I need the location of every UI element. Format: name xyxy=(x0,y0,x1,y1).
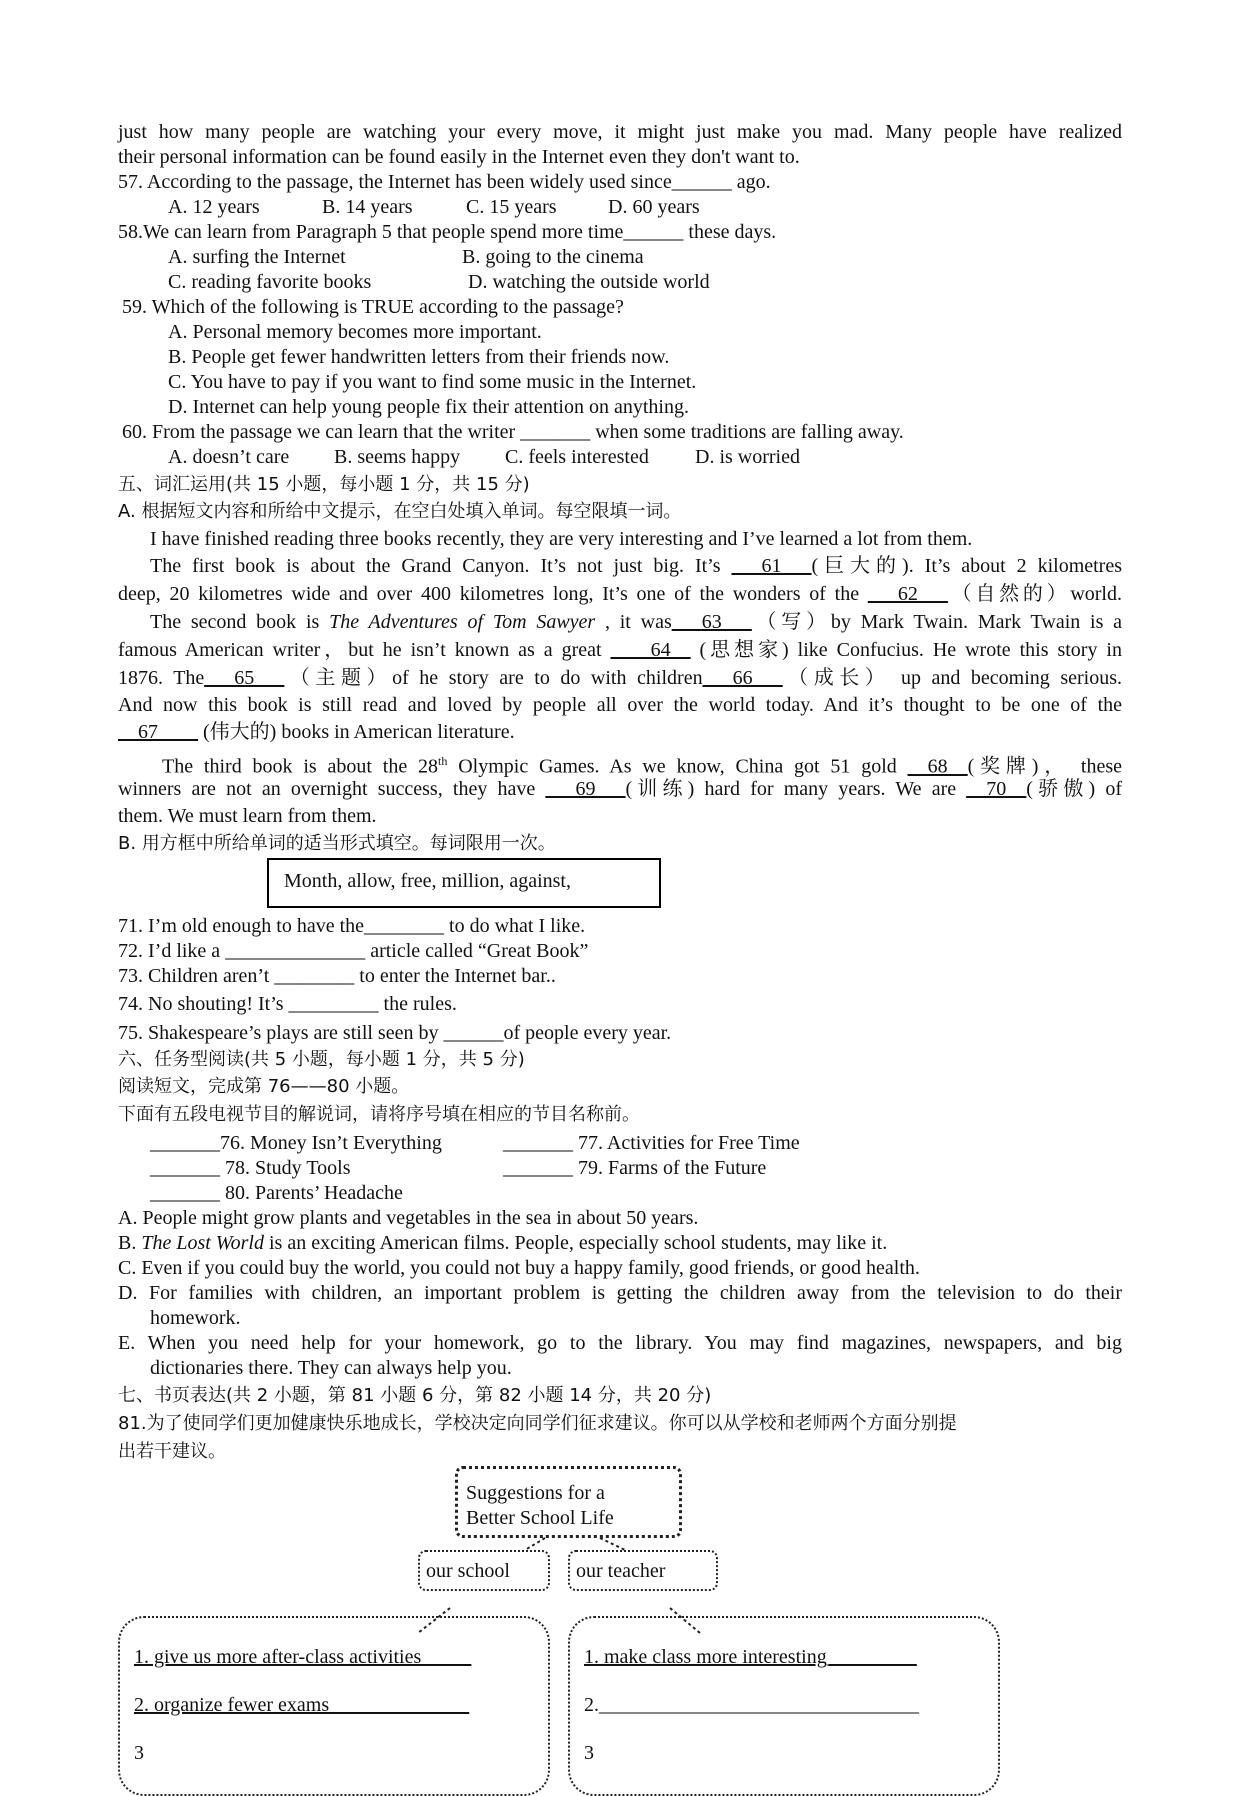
option-59c: C. You have to pay if you want to find some music in the Internet. xyxy=(168,371,697,393)
cloze-line: famous American writer，but he isn’t known as a great ____64__ (思想家) like Confucius. He wrote this story in xyxy=(118,639,1122,661)
blank-65: ___65___ xyxy=(204,667,285,689)
option-e: E. When you need help for your homework, go to the library. You may find magazines, newspapers, and big xyxy=(118,1332,1122,1354)
cloze-line: __67____ (伟大的) books in American literature. xyxy=(118,721,515,743)
cloze-line: deep, 20 kilometres wide and over 400 kilometres long, It’s one of the wonders of the ___62___（自然的）world. xyxy=(118,583,1122,605)
blank-67: __67____ xyxy=(118,721,198,743)
option-e-cont: dictionaries there. They can always help you. xyxy=(150,1357,512,1379)
film-title: The Lost World xyxy=(141,1232,264,1254)
school-suggestion-2: 2. organize fewer exams______________ xyxy=(134,1694,470,1716)
option-59a: A. Personal memory becomes more important. xyxy=(168,321,542,343)
our-school-box: our school xyxy=(418,1550,550,1591)
section-5-heading: 五、词汇运用(共 15 小题，每小题 1 分，共 15 分) xyxy=(118,474,530,495)
passage-line: just how many people are watching your every move, it might just make you mad. Many people have realized xyxy=(118,121,1122,143)
program-80: _______ 80. Parents’ Headache xyxy=(150,1182,403,1204)
question-59-stem: 59. Which of the following is TRUE according to the passage? xyxy=(122,296,624,318)
option-60c: C. feels interested xyxy=(505,446,649,468)
option-57c: C. 15 years xyxy=(466,196,557,218)
section-5a-instruction: A. 根据短文内容和所给中文提示，在空白处填入单词。每空限填一词。 xyxy=(118,501,682,522)
diagram-root-box: Suggestions for a Better School Life xyxy=(455,1466,682,1538)
option-60b: B. seems happy xyxy=(334,446,461,468)
option-d: D. For families with children, an important problem is getting the children away from the television to do their xyxy=(118,1282,1122,1304)
question-60-stem: 60. From the passage we can learn that the writer _______ when some traditions are falling away. xyxy=(122,421,904,443)
option-57a: A. 12 years xyxy=(168,196,260,218)
teacher-suggestion-3: 3 xyxy=(584,1742,594,1764)
section-5b-instruction: B. 用方框中所给单词的适当形式填空。每词限用一次。 xyxy=(118,833,556,854)
passage-line: their personal information can be found easily in the Internet even they don't want to. xyxy=(118,146,800,168)
option-58d: D. watching the outside world xyxy=(468,271,710,293)
question-71: 71. I’m old enough to have the________ to do what I like. xyxy=(118,915,586,937)
blank-66: ___66___ xyxy=(702,667,783,689)
question-73: 73. Children aren’t ________ to enter the Internet bar.. xyxy=(118,965,556,987)
option-58b: B. going to the cinema xyxy=(462,246,644,268)
blank-61: ___61___ xyxy=(731,555,812,577)
question-57-stem: 57. According to the passage, the Internet has been widely used since______ ago. xyxy=(118,171,771,193)
blank-70: __70__ xyxy=(966,778,1027,800)
option-59d: D. Internet can help young people fix their attention on anything. xyxy=(168,396,689,418)
cloze-line: The second book is The Adventures of Tom Sawyer , it was___63___（写）by Mark Twain. Mark Twain is a xyxy=(150,611,1123,633)
blank-64: ____64__ xyxy=(610,639,691,661)
cloze-paragraph-1: I have finished reading three books recently, they are very interesting and I’ve learned a lot from them. xyxy=(150,528,973,550)
blank-63: ___63___ xyxy=(671,611,752,633)
school-suggestion-3: 3 xyxy=(134,1742,144,1764)
option-a: A. People might grow plants and vegetables in the sea in about 50 years. xyxy=(118,1207,699,1229)
question-72: 72. I’d like a ______________ article called “Great Book” xyxy=(118,940,589,962)
option-60d: D. is worried xyxy=(695,446,800,468)
cloze-line: The third book is about the 28th Olympic Games. As we know, China got 51 gold __68__(奖牌)， these xyxy=(162,754,1122,778)
option-60a: A. doesn’t care xyxy=(168,446,290,468)
program-77: _______ 77. Activities for Free Time xyxy=(503,1132,800,1154)
option-d-cont: homework. xyxy=(150,1307,241,1329)
question-58-stem: 58.We can learn from Paragraph 5 that people spend more time______ these days. xyxy=(118,221,777,243)
teacher-suggestion-1: 1. make class more interesting_________ xyxy=(584,1646,917,1668)
word-box: Month, allow, free, million, against, xyxy=(267,858,661,908)
program-78: _______ 78. Study Tools xyxy=(150,1157,351,1179)
cloze-line: winners are not an overnight success, they have ___69___(训练) hard for many years. We are __70__(骄傲) of xyxy=(118,778,1123,800)
question-81-cont: 出若干建议。 xyxy=(118,1441,226,1462)
section-7-heading: 七、书页表达(共 2 小题，第 81 小题 6 分，第 82 小题 14 分，共 20 分) xyxy=(118,1385,712,1406)
program-79: _______ 79. Farms of the Future xyxy=(503,1157,767,1179)
option-57d: D. 60 years xyxy=(608,196,700,218)
blank-62: ___62___ xyxy=(867,583,948,605)
question-81: 81.为了使同学们更加健康快乐地成长，学校决定向同学们征求建议。你可以从学校和老师两个方面分别提 xyxy=(118,1413,957,1434)
section-6-heading: 六、任务型阅读(共 5 小题，每小题 1 分，共 5 分) xyxy=(118,1049,525,1070)
option-59b: B. People get fewer handwritten letters from their friends now. xyxy=(168,346,670,368)
section-6-instruction: 阅读短文，完成第 76——80 小题。 xyxy=(118,1076,410,1097)
question-74: 74. No shouting! It’s _________ the rules. xyxy=(118,993,457,1015)
cloze-line: And now this book is still read and loved by people all over the world today. And it’s thought to be one of the xyxy=(118,694,1122,716)
program-76: _______76. Money Isn’t Everything xyxy=(150,1132,442,1154)
option-c: C. Even if you could buy the world, you could not buy a happy family, good friends, or good health. xyxy=(118,1257,920,1279)
cloze-line: 1876. The___65___（主题）of he story are to do with children___66___（成长） up and becoming serious. xyxy=(118,667,1123,689)
option-b: B. The Lost World is an exciting American films. People, especially school students, may like it. xyxy=(118,1232,888,1254)
our-teacher-box: our teacher xyxy=(568,1550,718,1591)
cloze-line: them. We must learn from them. xyxy=(118,805,377,827)
blank-68: __68__ xyxy=(907,755,968,778)
school-suggestion-1: 1. give us more after-class activities_____ xyxy=(134,1646,472,1668)
blank-69: ___69___ xyxy=(545,778,626,800)
option-57b: B. 14 years xyxy=(322,196,413,218)
section-6-instruction: 下面有五段电视节目的解说词，请将序号填在相应的节目名称前。 xyxy=(118,1104,640,1125)
teacher-suggestion-2: 2.________________________________ xyxy=(584,1694,919,1716)
option-58c: C. reading favorite books xyxy=(168,271,372,293)
option-58a: A. surfing the Internet xyxy=(168,246,346,268)
book-title: The Adventures of Tom Sawyer xyxy=(329,611,596,633)
cloze-line: The first book is about the Grand Canyon. It’s not just big. It’s ___61___(巨大的). It’s about 2 kilometres xyxy=(150,555,1122,577)
question-75: 75. Shakespeare’s plays are still seen by ______of people every year. xyxy=(118,1022,672,1044)
